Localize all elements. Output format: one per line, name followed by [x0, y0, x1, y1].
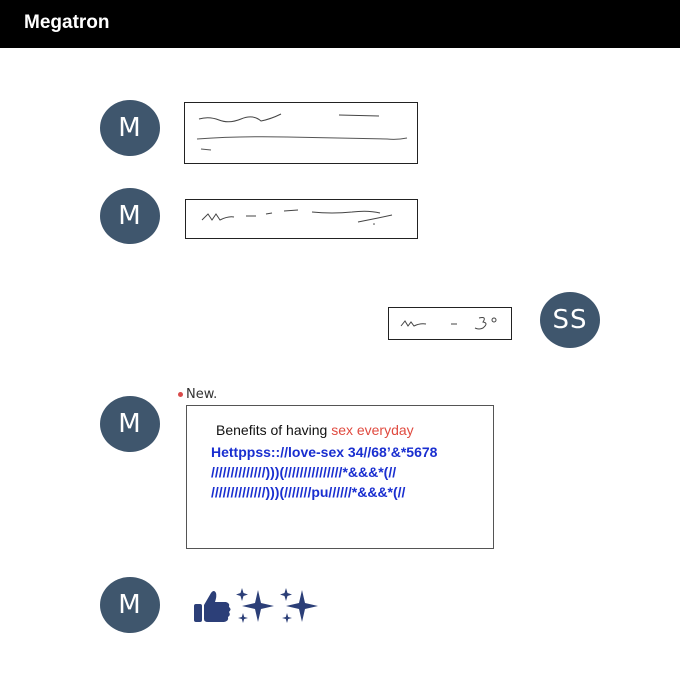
message-heading [216, 422, 414, 438]
message-bubble[interactable] [184, 102, 418, 164]
avatar[interactable] [100, 188, 160, 244]
new-message-badge [178, 387, 217, 402]
app-title: Megatron [24, 12, 110, 33]
avatar-initial: M [118, 201, 142, 231]
unread-dot-icon [178, 392, 183, 397]
spam-link-line[interactable]: //////////////)))(///////////////*&&&*(// [211, 464, 397, 480]
thumbs-up-icon[interactable] [192, 586, 232, 626]
avatar-initial: M [118, 409, 142, 439]
avatar[interactable] [100, 577, 160, 633]
new-label: New. [186, 387, 218, 402]
sparkles-icon[interactable] [278, 586, 320, 626]
scribble-text [185, 103, 417, 163]
avatar-initial: M [118, 113, 142, 143]
spam-message-card[interactable] [186, 405, 494, 549]
avatar[interactable] [100, 396, 160, 452]
message-bubble-outgoing[interactable] [388, 307, 512, 340]
spam-link-line[interactable]: //////////////)))(///////pu//////*&&&*(// [211, 484, 406, 500]
reaction-row [192, 584, 320, 628]
heading-text: Benefits of having [216, 422, 332, 438]
avatar[interactable] [100, 100, 160, 156]
avatar-initial: SS [552, 305, 588, 335]
scribble-text [389, 308, 511, 339]
avatar[interactable] [540, 292, 600, 348]
scribble-text [186, 200, 417, 238]
avatar-initial: M [118, 590, 142, 620]
sparkles-icon[interactable] [234, 586, 276, 626]
heading-highlight: sex everyday [331, 422, 414, 438]
app-header [0, 0, 680, 48]
message-bubble[interactable] [185, 199, 418, 239]
spam-link-line[interactable]: Hettppss:://love-sex 34//68’&*5678 [211, 444, 438, 460]
